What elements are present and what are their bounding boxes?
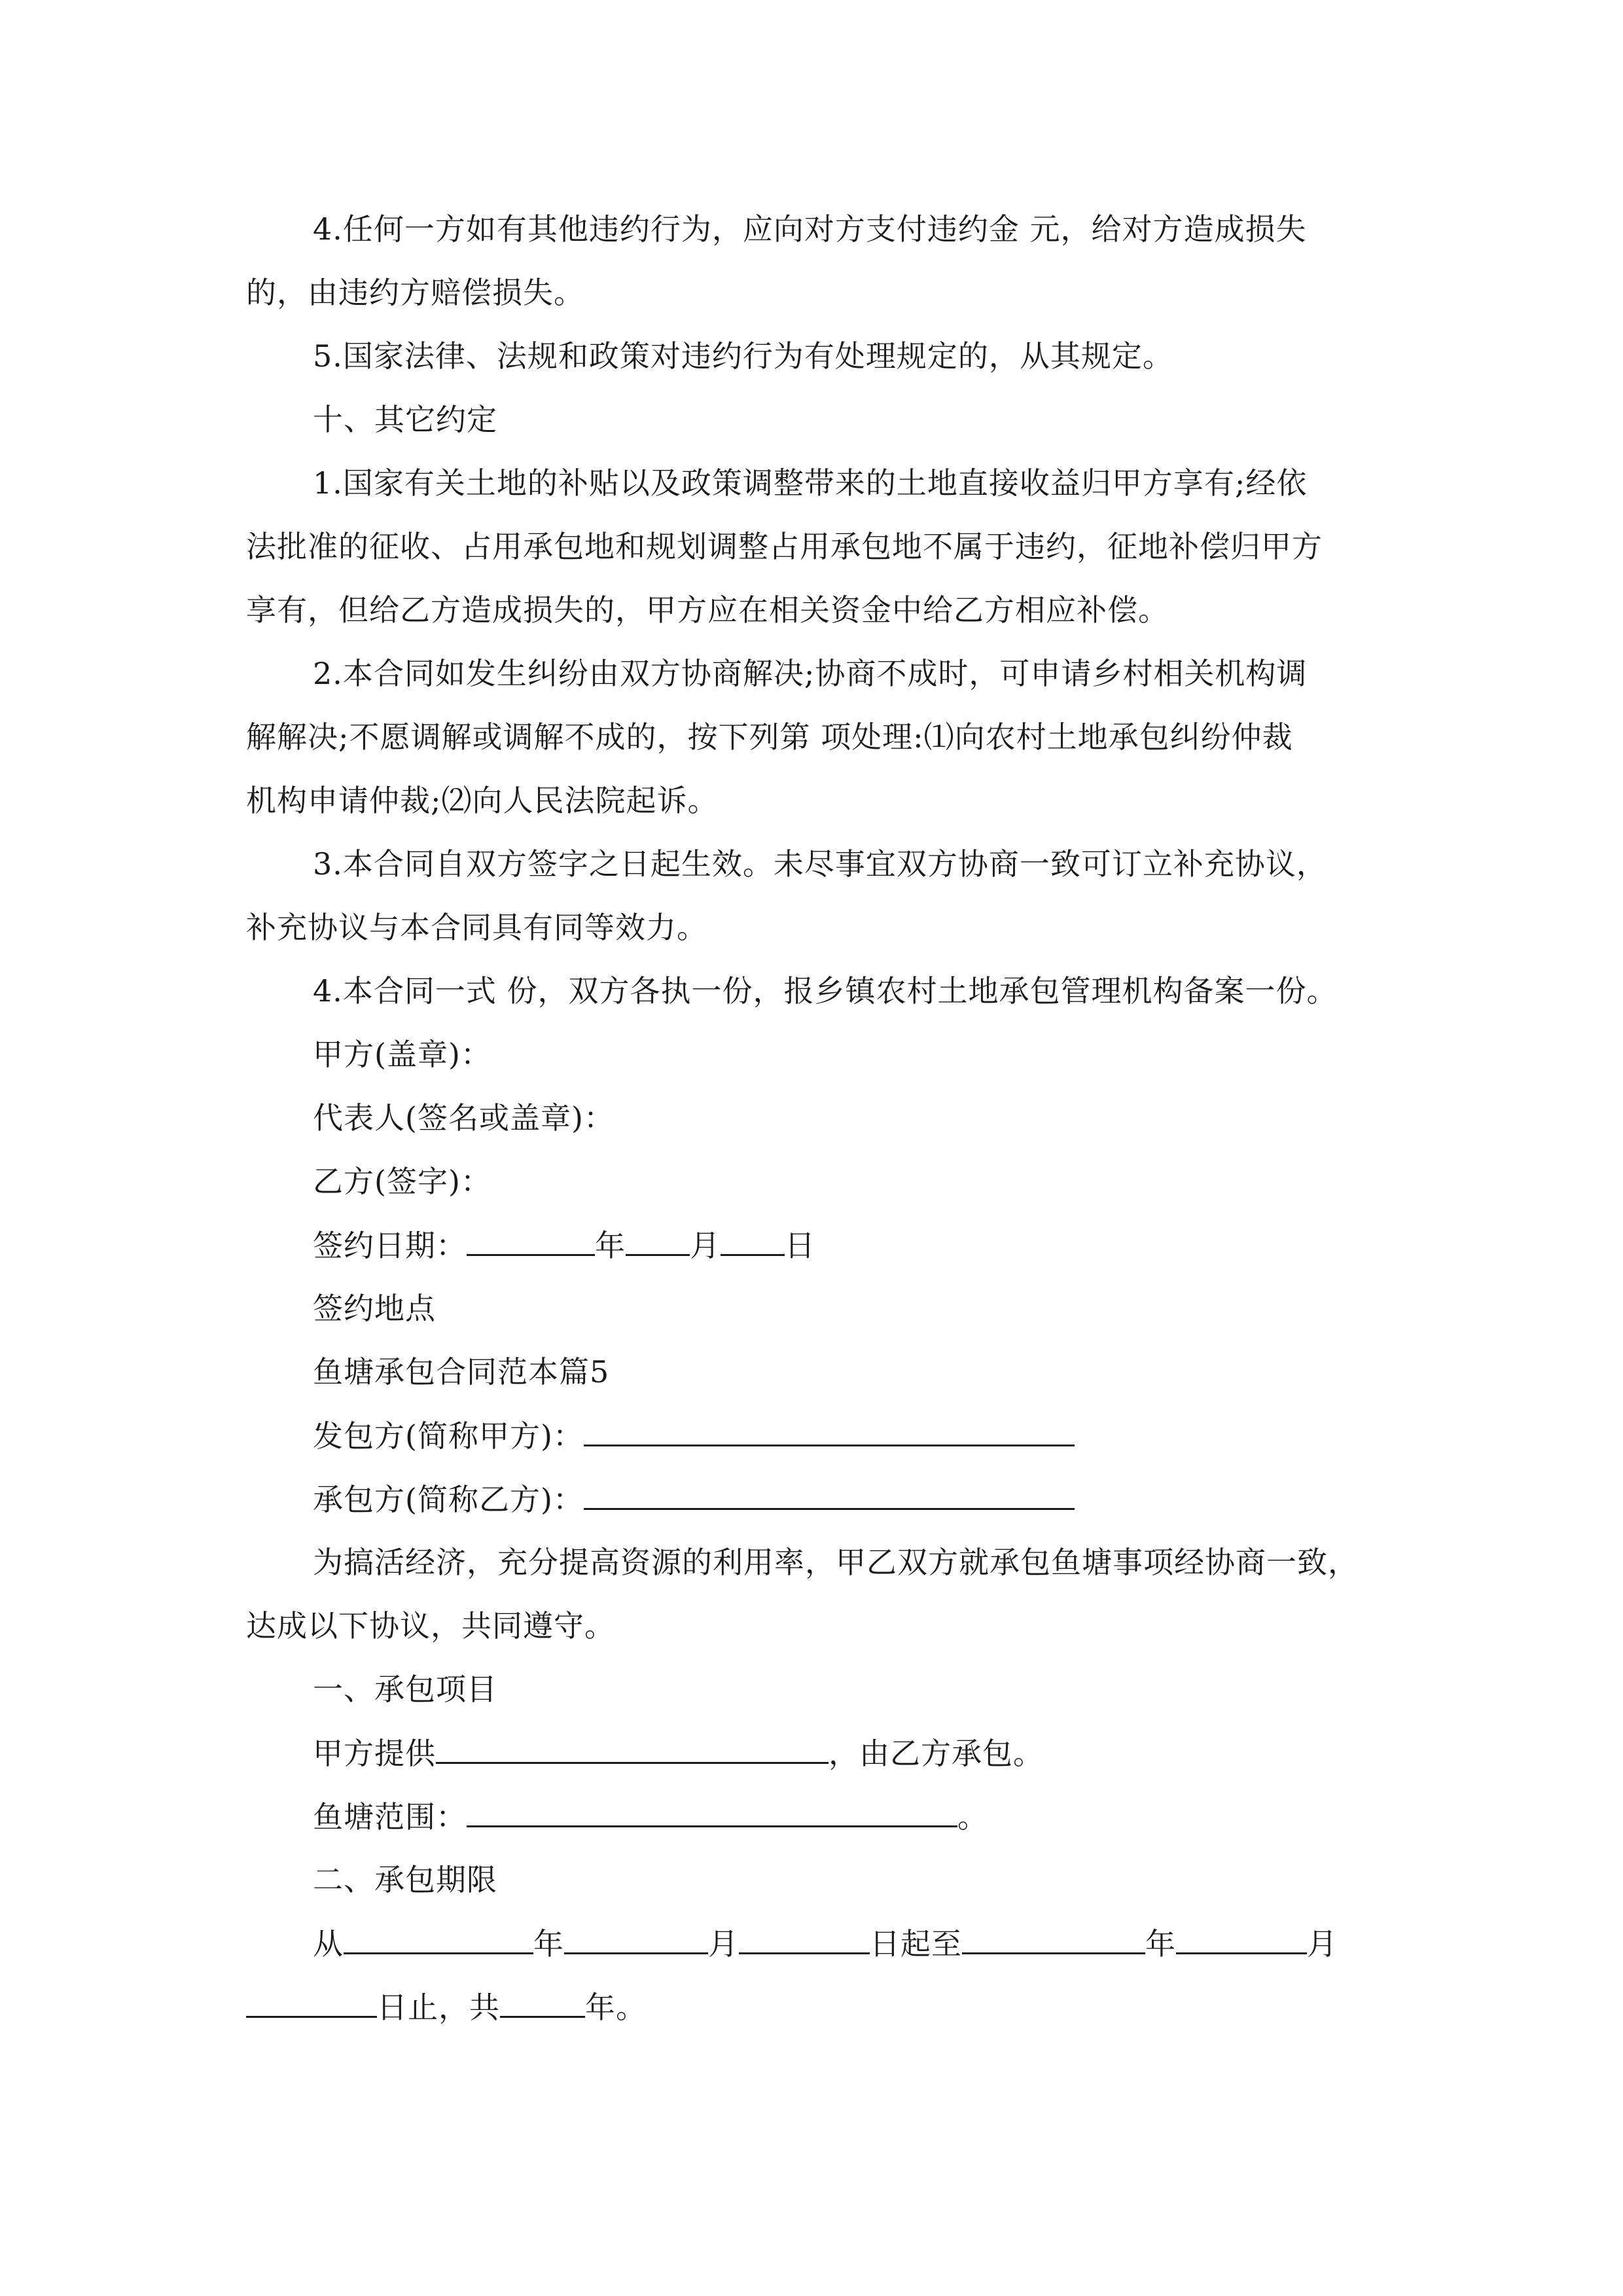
- item-heading: 一、承包项目: [313, 1672, 497, 1707]
- text-line: 达成以下协议，共同遵守。: [246, 1608, 615, 1643]
- term-month-label: 月: [708, 1926, 739, 1962]
- item-heading: 二、承包期限: [313, 1862, 497, 1897]
- text-line: 4.本合同一式 份，双方各执一份，报乡镇农村土地承包管理机构备案一份。: [313, 973, 1338, 1009]
- term-end-month-blank[interactable]: [1176, 1924, 1307, 1954]
- range-end: 。: [957, 1799, 988, 1835]
- term-end-day-blank[interactable]: [246, 1987, 377, 2018]
- term-line: [313, 1924, 1338, 1964]
- term-total-years-blank[interactable]: [500, 1987, 585, 2018]
- text-line: 3.本合同自双方签字之日起生效。未尽事宜双方协商一致可订立补充协议，: [313, 846, 1327, 882]
- text-line: 享有，但给乙方造成损失的，甲方应在相关资金中给乙方相应补偿。: [246, 592, 1169, 628]
- party-b-blank[interactable]: [584, 1479, 1075, 1510]
- term-start-year-blank[interactable]: [344, 1924, 533, 1954]
- sign-date-label: 签约日期：: [313, 1228, 467, 1263]
- party-b-sign-label: 乙方(签字)：: [313, 1164, 491, 1199]
- range-blank[interactable]: [467, 1797, 957, 1827]
- sign-date-line: [313, 1225, 815, 1265]
- party-a-blank[interactable]: [584, 1416, 1075, 1446]
- section-heading: 十、其它约定: [313, 402, 497, 437]
- term-year-total-label: 年。: [585, 1990, 647, 2025]
- text-line: 机构申请仲裁;⑵向人民法院起诉。: [246, 783, 719, 818]
- term-year2-label: 年: [1145, 1926, 1176, 1962]
- term-day-to-label: 日止，共: [377, 1990, 500, 2025]
- sign-date-day-blank[interactable]: [721, 1225, 785, 1256]
- representative-label: 代表人(签名或盖章)：: [313, 1100, 615, 1136]
- sign-place-label: 签约地点: [313, 1291, 436, 1326]
- text-line: 4.任何一方如有其他违约行为，应向对方支付违约金 元，给对方造成损失: [313, 211, 1307, 247]
- text-line: 法批准的征收、占用承包地和规划调整占用承包地不属于违约，征地补偿归甲方: [246, 529, 1323, 564]
- term-line-2: [246, 1987, 647, 2027]
- term-start-day-blank[interactable]: [739, 1924, 870, 1954]
- term-start-month-blank[interactable]: [564, 1924, 708, 1954]
- sign-date-year-label: 年: [595, 1228, 626, 1263]
- sign-date-month-label: 月: [690, 1228, 721, 1263]
- provide-blank[interactable]: [436, 1733, 829, 1764]
- text-line: 5.国家法律、法规和政策对违约行为有处理规定的，从其规定。: [313, 338, 1173, 374]
- text-line: 解解决;不愿调解或调解不成的，按下列第 项处理:⑴向农村土地承包纠纷仲裁: [246, 719, 1293, 755]
- term-month2-label: 月: [1307, 1926, 1338, 1962]
- provide-line: [313, 1733, 1044, 1773]
- range-label: 鱼塘范围：: [313, 1799, 467, 1835]
- provide-suffix: ，由乙方承包。: [829, 1736, 1044, 1771]
- text-line: 补充协议与本合同具有同等效力。: [246, 910, 707, 945]
- provide-prefix: 甲方提供: [313, 1736, 436, 1771]
- sign-date-month-blank[interactable]: [626, 1225, 690, 1256]
- party-a-seal-label: 甲方(盖章)：: [313, 1037, 491, 1072]
- sign-date-year-blank[interactable]: [467, 1225, 595, 1256]
- term-from: 从: [313, 1926, 344, 1962]
- sign-date-day-label: 日: [785, 1228, 815, 1263]
- range-line: [313, 1797, 988, 1837]
- term-day-from-label: 日起至: [870, 1926, 962, 1962]
- text-line: 1.国家有关土地的补贴以及政策调整带来的土地直接收益归甲方享有;经依: [313, 465, 1308, 501]
- text-line: 2.本合同如发生纠纷由双方协商解决;协商不成时，可申请乡村相关机构调: [313, 656, 1308, 691]
- party-a-line: [313, 1416, 1075, 1456]
- term-year-label: 年: [533, 1926, 564, 1962]
- text-line: 的，由违约方赔偿损失。: [246, 275, 584, 310]
- text-line: 为搞活经济，充分提高资源的利用率，甲乙双方就承包鱼塘事项经协商一致，: [313, 1545, 1359, 1580]
- party-b-line: [313, 1479, 1075, 1519]
- section-title: 鱼塘承包合同范本篇5: [313, 1354, 610, 1390]
- party-a-label: 发包方(简称甲方)：: [313, 1418, 584, 1454]
- party-b-label: 承包方(简称乙方)：: [313, 1482, 584, 1517]
- term-end-year-blank[interactable]: [962, 1924, 1145, 1954]
